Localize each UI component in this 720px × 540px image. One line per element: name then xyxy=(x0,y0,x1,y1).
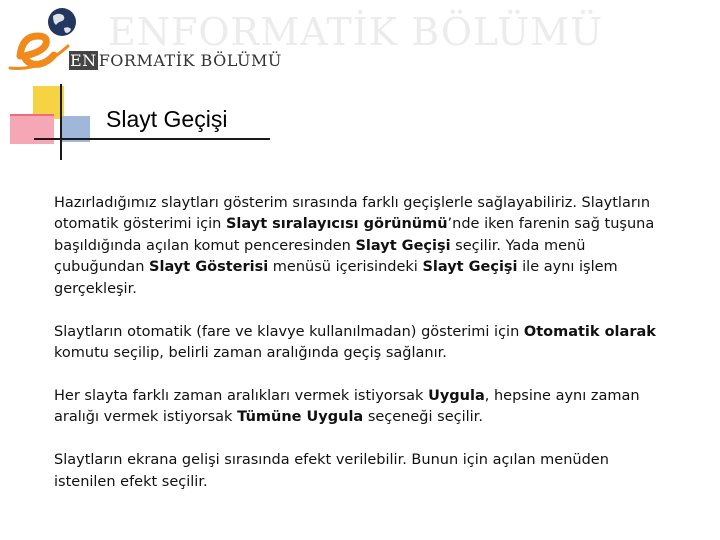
bold-term: Slayt Gösterisi xyxy=(149,259,269,276)
bold-term: Otomatik olarak xyxy=(523,323,656,340)
bold-term: Slayt Geçişi xyxy=(422,259,518,276)
paragraph-transition-intro: Hazırladığımız slaytları gösterim sırasında farklı geçişlerle sağlayabiliriz. Slaytların otomatik gösterimi için Slayt sıralayıcısı görünümü’nde iken farenin sağ tuşuna başıldığında açılan komut penceresinden Slayt Geçişi seçilir. Yada menü çubuğundan Slayt Gösterisi menüsü içerisindeki Slayt Geçişi ile aynı işlem gerçekleşir. xyxy=(54,195,655,297)
bold-term: Slayt sıralayıcısı görünümü xyxy=(225,216,448,233)
paragraph-timing: Her slayta farklı zaman aralıkları vermek istiyorsak Uygula, hepsine aynı zaman aralığı vermek istiyorsak Tümüne Uygula seçeneği seçilir. xyxy=(54,387,640,426)
department-brand xyxy=(69,51,282,70)
brand-prefix: EN xyxy=(70,51,97,70)
paragraph-effects: Slaytların ekrana gelişi sırasında efekt verilebilir. Bunun için açılan menüden istenilen efekt seçilir. xyxy=(54,452,609,490)
bold-term: Uygula xyxy=(428,387,485,404)
brand-rest: FORMATİK BÖLÜMÜ xyxy=(98,51,282,70)
paragraph-automatic: Slaytların otomatik (fare ve klavye kullanılmadan) gösterimi için Otomatik olarak komutu seçilip, belirli zaman aralığında geçiş sağlanır. xyxy=(54,323,656,361)
slide-title: Slayt Geçişi xyxy=(106,106,228,132)
vertical-rule xyxy=(60,84,62,160)
slide-body xyxy=(54,193,666,514)
bold-term: Slayt Geçişi xyxy=(355,237,451,254)
bold-term: Tümüne Uygula xyxy=(237,409,364,426)
horizontal-rule xyxy=(34,138,270,140)
slide-header xyxy=(0,0,720,90)
header-watermark: ENFORMATİK BÖLÜMÜ xyxy=(108,10,604,54)
